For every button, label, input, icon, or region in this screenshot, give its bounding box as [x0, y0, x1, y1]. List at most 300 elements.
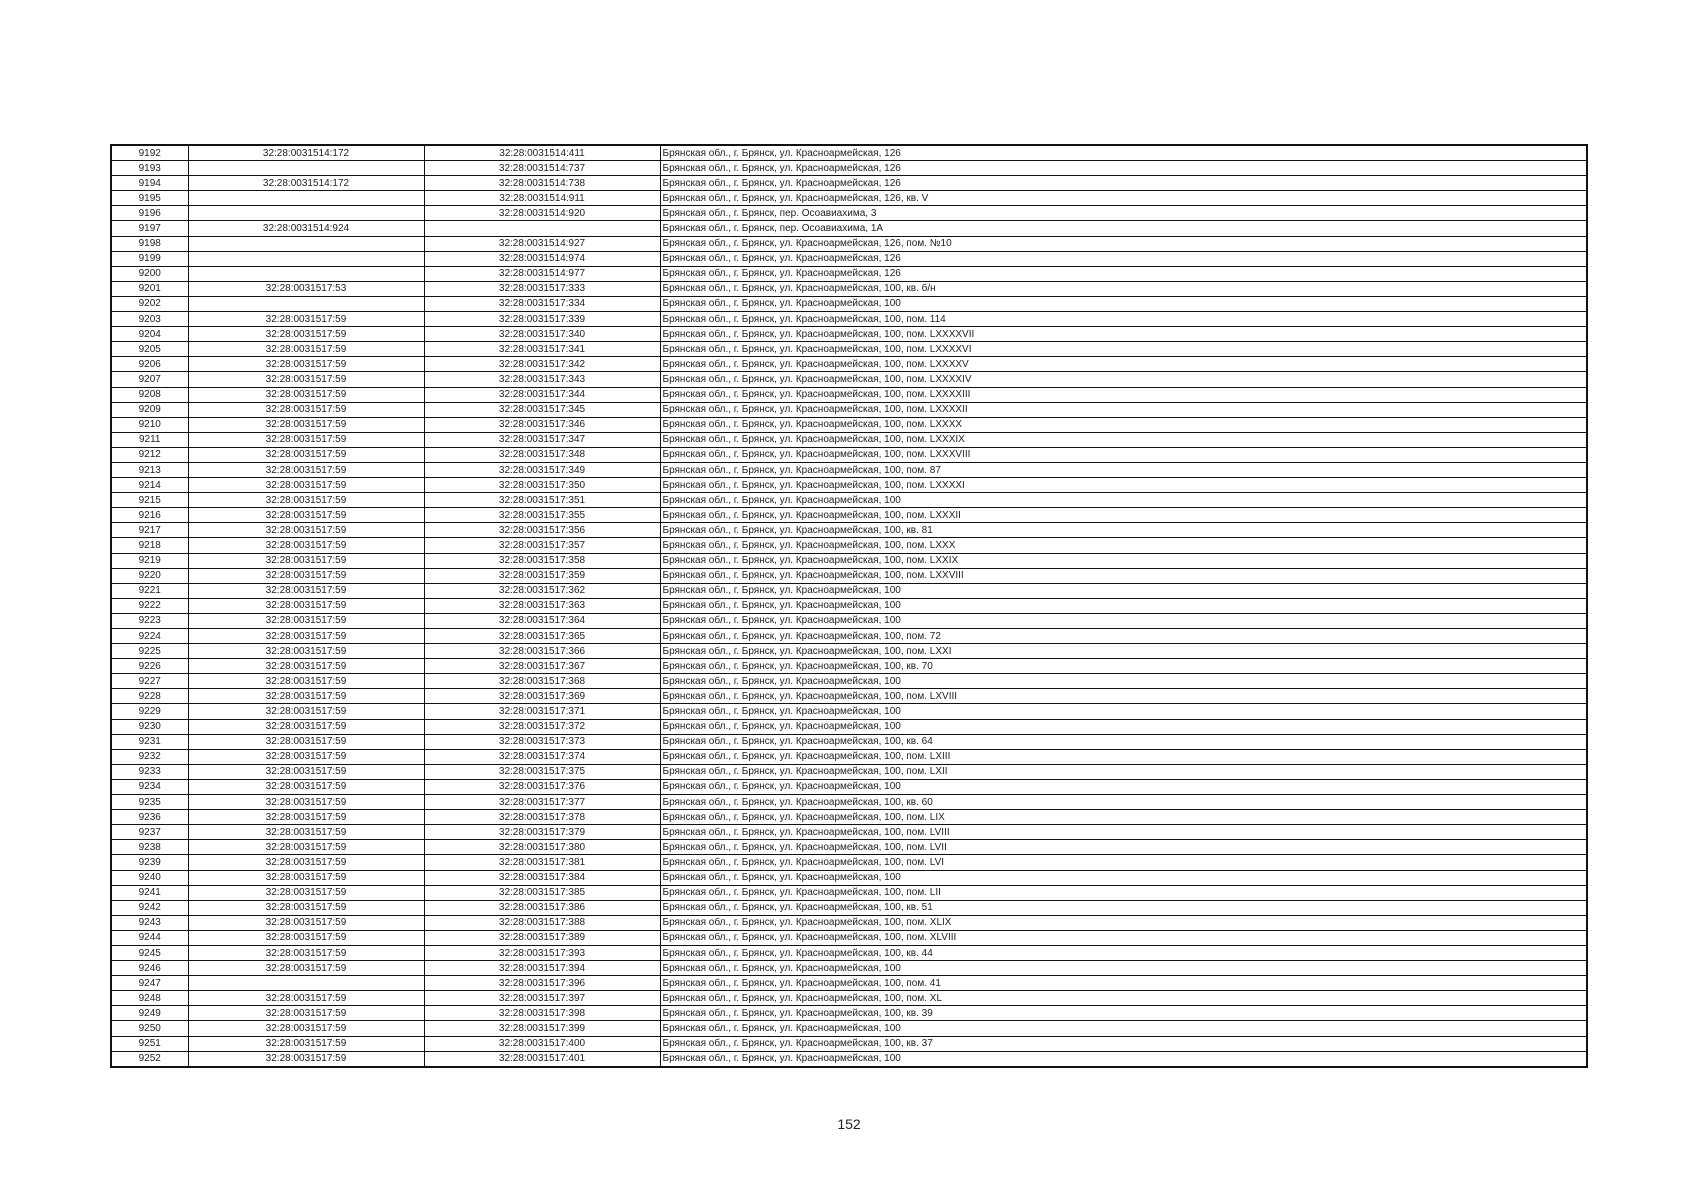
row-number-cell: 9202	[111, 296, 188, 311]
registry-table-body	[111, 145, 1587, 1067]
row-number-cell: 9205	[111, 342, 188, 357]
table-row	[111, 372, 1587, 387]
row-number-cell: 9242	[111, 900, 188, 915]
row-number-cell: 9195	[111, 191, 188, 206]
object-cadastral-number-cell: 32:28:0031517:396	[424, 976, 660, 991]
row-number-cell: 9243	[111, 915, 188, 930]
address-cell: Брянская обл., г. Брянск, ул. Красноармейская, 126	[660, 145, 1587, 161]
address-cell: Брянская обл., г. Брянск, ул. Красноармейская, 100	[660, 870, 1587, 885]
table-row	[111, 327, 1587, 342]
table-row	[111, 221, 1587, 236]
object-cadastral-number-cell: 32:28:0031517:333	[424, 281, 660, 296]
address-cell: Брянская обл., г. Брянск, ул. Красноармейская, 100	[660, 296, 1587, 311]
table-row	[111, 312, 1587, 327]
table-row	[111, 825, 1587, 840]
table-row	[111, 976, 1587, 991]
address-cell: Брянская обл., г. Брянск, ул. Красноармейская, 100, пом. LXXXX	[660, 417, 1587, 432]
table-row	[111, 342, 1587, 357]
row-number-cell: 9204	[111, 327, 188, 342]
row-number-cell: 9227	[111, 674, 188, 689]
parcel-cadastral-number-cell	[188, 161, 424, 176]
object-cadastral-number-cell: 32:28:0031514:920	[424, 206, 660, 221]
table-row	[111, 719, 1587, 734]
row-number-cell: 9236	[111, 810, 188, 825]
object-cadastral-number-cell: 32:28:0031517:389	[424, 930, 660, 945]
parcel-cadastral-number-cell	[188, 236, 424, 251]
parcel-cadastral-number-cell: 32:28:0031514:924	[188, 221, 424, 236]
address-cell: Брянская обл., г. Брянск, ул. Красноармейская, 100, пом. 87	[660, 462, 1587, 477]
row-number-cell: 9232	[111, 749, 188, 764]
table-row	[111, 1006, 1587, 1021]
table-row	[111, 840, 1587, 855]
registry-table	[110, 144, 1588, 1068]
object-cadastral-number-cell: 32:28:0031517:388	[424, 915, 660, 930]
parcel-cadastral-number-cell: 32:28:0031517:59	[188, 568, 424, 583]
address-cell: Брянская обл., г. Брянск, ул. Красноармейская, 100, пом. LXXXXVI	[660, 342, 1587, 357]
object-cadastral-number-cell: 32:28:0031517:344	[424, 387, 660, 402]
address-cell: Брянская обл., г. Брянск, ул. Красноармейская, 100, пом. LXXVIII	[660, 568, 1587, 583]
address-cell: Брянская обл., г. Брянск, ул. Красноармейская, 100, пом. LXXXXIV	[660, 372, 1587, 387]
object-cadastral-number-cell: 32:28:0031517:376	[424, 779, 660, 794]
table-row	[111, 447, 1587, 462]
object-cadastral-number-cell: 32:28:0031517:378	[424, 810, 660, 825]
object-cadastral-number-cell: 32:28:0031517:380	[424, 840, 660, 855]
object-cadastral-number-cell: 32:28:0031517:377	[424, 795, 660, 810]
parcel-cadastral-number-cell	[188, 266, 424, 281]
row-number-cell: 9239	[111, 855, 188, 870]
row-number-cell: 9214	[111, 478, 188, 493]
table-row	[111, 387, 1587, 402]
row-number-cell: 9206	[111, 357, 188, 372]
object-cadastral-number-cell: 32:28:0031514:974	[424, 251, 660, 266]
table-row	[111, 945, 1587, 960]
address-cell: Брянская обл., г. Брянск, ул. Красноармейская, 100, пом. 114	[660, 312, 1587, 327]
table-row	[111, 357, 1587, 372]
address-cell: Брянская обл., г. Брянск, ул. Красноармейская, 100, кв. 70	[660, 659, 1587, 674]
object-cadastral-number-cell: 32:28:0031517:356	[424, 523, 660, 538]
parcel-cadastral-number-cell: 32:28:0031517:59	[188, 930, 424, 945]
row-number-cell: 9223	[111, 613, 188, 628]
address-cell: Брянская обл., г. Брянск, ул. Красноармейская, 100	[660, 598, 1587, 613]
row-number-cell: 9194	[111, 176, 188, 191]
object-cadastral-number-cell: 32:28:0031517:375	[424, 764, 660, 779]
row-number-cell: 9213	[111, 462, 188, 477]
table-row	[111, 870, 1587, 885]
address-cell: Брянская обл., г. Брянск, ул. Красноармейская, 100, пом. LXXXIX	[660, 432, 1587, 447]
object-cadastral-number-cell: 32:28:0031517:397	[424, 991, 660, 1006]
address-cell: Брянская обл., г. Брянск, ул. Красноармейская, 100, пом. XL	[660, 991, 1587, 1006]
address-cell: Брянская обл., г. Брянск, ул. Красноармейская, 100	[660, 779, 1587, 794]
object-cadastral-number-cell: 32:28:0031517:358	[424, 553, 660, 568]
row-number-cell: 9234	[111, 779, 188, 794]
object-cadastral-number-cell: 32:28:0031517:367	[424, 659, 660, 674]
table-row	[111, 704, 1587, 719]
object-cadastral-number-cell: 32:28:0031517:372	[424, 719, 660, 734]
object-cadastral-number-cell: 32:28:0031517:364	[424, 613, 660, 628]
row-number-cell: 9247	[111, 976, 188, 991]
parcel-cadastral-number-cell: 32:28:0031517:53	[188, 281, 424, 296]
object-cadastral-number-cell: 32:28:0031514:411	[424, 145, 660, 161]
row-number-cell: 9235	[111, 795, 188, 810]
parcel-cadastral-number-cell: 32:28:0031517:59	[188, 855, 424, 870]
address-cell: Брянская обл., г. Брянск, ул. Красноармейская, 126, пом. №10	[660, 236, 1587, 251]
address-cell: Брянская обл., г. Брянск, ул. Красноармейская, 100	[660, 961, 1587, 976]
table-row	[111, 191, 1587, 206]
object-cadastral-number-cell: 32:28:0031517:363	[424, 598, 660, 613]
object-cadastral-number-cell: 32:28:0031517:374	[424, 749, 660, 764]
address-cell: Брянская обл., г. Брянск, ул. Красноармейская, 100, пом. LVIII	[660, 825, 1587, 840]
object-cadastral-number-cell: 32:28:0031517:399	[424, 1021, 660, 1036]
parcel-cadastral-number-cell: 32:28:0031517:59	[188, 870, 424, 885]
object-cadastral-number-cell: 32:28:0031517:347	[424, 432, 660, 447]
parcel-cadastral-number-cell: 32:28:0031517:59	[188, 764, 424, 779]
parcel-cadastral-number-cell: 32:28:0031517:59	[188, 719, 424, 734]
parcel-cadastral-number-cell: 32:28:0031517:59	[188, 342, 424, 357]
parcel-cadastral-number-cell: 32:28:0031517:59	[188, 478, 424, 493]
address-cell: Брянская обл., г. Брянск, ул. Красноармейская, 126	[660, 161, 1587, 176]
object-cadastral-number-cell: 32:28:0031517:365	[424, 629, 660, 644]
object-cadastral-number-cell: 32:28:0031517:341	[424, 342, 660, 357]
row-number-cell: 9244	[111, 930, 188, 945]
address-cell: Брянская обл., г. Брянск, ул. Красноармейская, 100, пом. LIX	[660, 810, 1587, 825]
row-number-cell: 9211	[111, 432, 188, 447]
table-row	[111, 583, 1587, 598]
parcel-cadastral-number-cell: 32:28:0031517:59	[188, 1006, 424, 1021]
parcel-cadastral-number-cell: 32:28:0031517:59	[188, 1051, 424, 1067]
parcel-cadastral-number-cell: 32:28:0031517:59	[188, 523, 424, 538]
table-row	[111, 1051, 1587, 1067]
address-cell: Брянская обл., г. Брянск, ул. Красноармейская, 100, пом. LVI	[660, 855, 1587, 870]
parcel-cadastral-number-cell: 32:28:0031517:59	[188, 493, 424, 508]
object-cadastral-number-cell: 32:28:0031517:369	[424, 689, 660, 704]
row-number-cell: 9210	[111, 417, 188, 432]
parcel-cadastral-number-cell: 32:28:0031517:59	[188, 387, 424, 402]
parcel-cadastral-number-cell: 32:28:0031517:59	[188, 447, 424, 462]
object-cadastral-number-cell	[424, 221, 660, 236]
object-cadastral-number-cell: 32:28:0031517:401	[424, 1051, 660, 1067]
row-number-cell: 9212	[111, 447, 188, 462]
parcel-cadastral-number-cell: 32:28:0031517:59	[188, 538, 424, 553]
address-cell: Брянская обл., г. Брянск, ул. Красноармейская, 100, пом. 41	[660, 976, 1587, 991]
table-row	[111, 961, 1587, 976]
address-cell: Брянская обл., г. Брянск, ул. Красноармейская, 100, кв. 51	[660, 900, 1587, 915]
object-cadastral-number-cell: 32:28:0031517:351	[424, 493, 660, 508]
row-number-cell: 9237	[111, 825, 188, 840]
parcel-cadastral-number-cell: 32:28:0031517:59	[188, 900, 424, 915]
object-cadastral-number-cell: 32:28:0031517:381	[424, 855, 660, 870]
address-cell: Брянская обл., г. Брянск, ул. Красноармейская, 100, кв. 44	[660, 945, 1587, 960]
address-cell: Брянская обл., г. Брянск, ул. Красноармейская, 100, пом. XLIX	[660, 915, 1587, 930]
row-number-cell: 9252	[111, 1051, 188, 1067]
row-number-cell: 9224	[111, 629, 188, 644]
address-cell: Брянская обл., г. Брянск, ул. Красноармейская, 100, пом. LXXXVIII	[660, 447, 1587, 462]
parcel-cadastral-number-cell: 32:28:0031517:59	[188, 462, 424, 477]
object-cadastral-number-cell: 32:28:0031517:348	[424, 447, 660, 462]
row-number-cell: 9226	[111, 659, 188, 674]
parcel-cadastral-number-cell: 32:28:0031517:59	[188, 689, 424, 704]
row-number-cell: 9201	[111, 281, 188, 296]
parcel-cadastral-number-cell	[188, 976, 424, 991]
object-cadastral-number-cell: 32:28:0031517:357	[424, 538, 660, 553]
address-cell: Брянская обл., г. Брянск, ул. Красноармейская, 100, кв. б/н	[660, 281, 1587, 296]
table-row	[111, 810, 1587, 825]
address-cell: Брянская обл., г. Брянск, ул. Красноармейская, 100	[660, 719, 1587, 734]
parcel-cadastral-number-cell: 32:28:0031514:172	[188, 145, 424, 161]
row-number-cell: 9238	[111, 840, 188, 855]
object-cadastral-number-cell: 32:28:0031514:738	[424, 176, 660, 191]
table-row	[111, 432, 1587, 447]
address-cell: Брянская обл., г. Брянск, ул. Красноармейская, 100, пом. XLVIII	[660, 930, 1587, 945]
address-cell: Брянская обл., г. Брянск, ул. Красноармейская, 100, пом. LXXXXI	[660, 478, 1587, 493]
table-row	[111, 1021, 1587, 1036]
object-cadastral-number-cell: 32:28:0031517:366	[424, 644, 660, 659]
parcel-cadastral-number-cell: 32:28:0031517:59	[188, 372, 424, 387]
table-row	[111, 991, 1587, 1006]
object-cadastral-number-cell: 32:28:0031517:371	[424, 704, 660, 719]
parcel-cadastral-number-cell: 32:28:0031517:59	[188, 659, 424, 674]
parcel-cadastral-number-cell: 32:28:0031517:59	[188, 598, 424, 613]
row-number-cell: 9241	[111, 885, 188, 900]
address-cell: Брянская обл., г. Брянск, ул. Красноармейская, 126, кв. V	[660, 191, 1587, 206]
parcel-cadastral-number-cell	[188, 251, 424, 266]
address-cell: Брянская обл., г. Брянск, ул. Красноармейская, 100, пом. LXXX	[660, 538, 1587, 553]
object-cadastral-number-cell: 32:28:0031517:385	[424, 885, 660, 900]
parcel-cadastral-number-cell: 32:28:0031517:59	[188, 734, 424, 749]
address-cell: Брянская обл., г. Брянск, ул. Красноармейская, 126	[660, 251, 1587, 266]
table-row	[111, 885, 1587, 900]
parcel-cadastral-number-cell	[188, 206, 424, 221]
table-row	[111, 296, 1587, 311]
object-cadastral-number-cell: 32:28:0031517:355	[424, 508, 660, 523]
row-number-cell: 9251	[111, 1036, 188, 1051]
row-number-cell: 9208	[111, 387, 188, 402]
table-row	[111, 478, 1587, 493]
address-cell: Брянская обл., г. Брянск, пер. Осоавиахима, 3	[660, 206, 1587, 221]
row-number-cell: 9209	[111, 402, 188, 417]
parcel-cadastral-number-cell: 32:28:0031517:59	[188, 810, 424, 825]
parcel-cadastral-number-cell: 32:28:0031517:59	[188, 432, 424, 447]
object-cadastral-number-cell: 32:28:0031517:379	[424, 825, 660, 840]
parcel-cadastral-number-cell: 32:28:0031517:59	[188, 825, 424, 840]
row-number-cell: 9218	[111, 538, 188, 553]
object-cadastral-number-cell: 32:28:0031517:346	[424, 417, 660, 432]
object-cadastral-number-cell: 32:28:0031517:386	[424, 900, 660, 915]
table-row	[111, 402, 1587, 417]
address-cell: Брянская обл., г. Брянск, ул. Красноармейская, 100, пом. LXXIX	[660, 553, 1587, 568]
table-row	[111, 598, 1587, 613]
row-number-cell: 9216	[111, 508, 188, 523]
row-number-cell: 9225	[111, 644, 188, 659]
object-cadastral-number-cell: 32:28:0031514:911	[424, 191, 660, 206]
row-number-cell: 9196	[111, 206, 188, 221]
row-number-cell: 9231	[111, 734, 188, 749]
table-row	[111, 764, 1587, 779]
row-number-cell: 9248	[111, 991, 188, 1006]
address-cell: Брянская обл., г. Брянск, ул. Красноармейская, 126	[660, 266, 1587, 281]
table-row	[111, 930, 1587, 945]
row-number-cell: 9246	[111, 961, 188, 976]
row-number-cell: 9192	[111, 145, 188, 161]
object-cadastral-number-cell: 32:28:0031517:334	[424, 296, 660, 311]
table-row	[111, 749, 1587, 764]
address-cell: Брянская обл., г. Брянск, ул. Красноармейская, 100, пом. LXXXII	[660, 508, 1587, 523]
table-row	[111, 613, 1587, 628]
table-row	[111, 176, 1587, 191]
row-number-cell: 9220	[111, 568, 188, 583]
object-cadastral-number-cell: 32:28:0031517:345	[424, 402, 660, 417]
parcel-cadastral-number-cell	[188, 191, 424, 206]
address-cell: Брянская обл., г. Брянск, ул. Красноармейская, 100, пом. 72	[660, 629, 1587, 644]
parcel-cadastral-number-cell: 32:28:0031517:59	[188, 1021, 424, 1036]
parcel-cadastral-number-cell: 32:28:0031517:59	[188, 915, 424, 930]
address-cell: Брянская обл., г. Брянск, ул. Красноармейская, 100, кв. 60	[660, 795, 1587, 810]
address-cell: Брянская обл., г. Брянск, ул. Красноармейская, 100, пом. LXVIII	[660, 689, 1587, 704]
address-cell: Брянская обл., г. Брянск, ул. Красноармейская, 100	[660, 583, 1587, 598]
row-number-cell: 9230	[111, 719, 188, 734]
table-row	[111, 523, 1587, 538]
object-cadastral-number-cell: 32:28:0031517:394	[424, 961, 660, 976]
row-number-cell: 9200	[111, 266, 188, 281]
table-row	[111, 1036, 1587, 1051]
object-cadastral-number-cell: 32:28:0031517:368	[424, 674, 660, 689]
table-row	[111, 508, 1587, 523]
parcel-cadastral-number-cell: 32:28:0031517:59	[188, 795, 424, 810]
row-number-cell: 9240	[111, 870, 188, 885]
table-row	[111, 629, 1587, 644]
address-cell: Брянская обл., г. Брянск, ул. Красноармейская, 100, пом. LXXXXV	[660, 357, 1587, 372]
object-cadastral-number-cell: 32:28:0031514:927	[424, 236, 660, 251]
object-cadastral-number-cell: 32:28:0031517:362	[424, 583, 660, 598]
object-cadastral-number-cell: 32:28:0031517:359	[424, 568, 660, 583]
row-number-cell: 9203	[111, 312, 188, 327]
table-row	[111, 266, 1587, 281]
table-row	[111, 251, 1587, 266]
address-cell: Брянская обл., г. Брянск, ул. Красноармейская, 100	[660, 613, 1587, 628]
parcel-cadastral-number-cell: 32:28:0031517:59	[188, 402, 424, 417]
address-cell: Брянская обл., г. Брянск, ул. Красноармейская, 100, пом. LXXI	[660, 644, 1587, 659]
row-number-cell: 9228	[111, 689, 188, 704]
address-cell: Брянская обл., г. Брянск, ул. Красноармейская, 126	[660, 176, 1587, 191]
parcel-cadastral-number-cell: 32:28:0031517:59	[188, 417, 424, 432]
row-number-cell: 9217	[111, 523, 188, 538]
parcel-cadastral-number-cell: 32:28:0031517:59	[188, 961, 424, 976]
object-cadastral-number-cell: 32:28:0031517:384	[424, 870, 660, 885]
address-cell: Брянская обл., г. Брянск, ул. Красноармейская, 100, пом. LXXXXIII	[660, 387, 1587, 402]
row-number-cell: 9250	[111, 1021, 188, 1036]
row-number-cell: 9221	[111, 583, 188, 598]
row-number-cell: 9207	[111, 372, 188, 387]
table-row	[111, 689, 1587, 704]
address-cell: Брянская обл., г. Брянск, ул. Красноармейская, 100	[660, 493, 1587, 508]
table-row	[111, 236, 1587, 251]
object-cadastral-number-cell: 32:28:0031517:342	[424, 357, 660, 372]
parcel-cadastral-number-cell: 32:28:0031514:172	[188, 176, 424, 191]
row-number-cell: 9193	[111, 161, 188, 176]
parcel-cadastral-number-cell: 32:28:0031517:59	[188, 583, 424, 598]
table-row	[111, 493, 1587, 508]
table-row	[111, 779, 1587, 794]
table-row	[111, 568, 1587, 583]
parcel-cadastral-number-cell: 32:28:0031517:59	[188, 749, 424, 764]
object-cadastral-number-cell: 32:28:0031517:393	[424, 945, 660, 960]
row-number-cell: 9198	[111, 236, 188, 251]
table-row	[111, 553, 1587, 568]
object-cadastral-number-cell: 32:28:0031517:350	[424, 478, 660, 493]
object-cadastral-number-cell: 32:28:0031517:343	[424, 372, 660, 387]
parcel-cadastral-number-cell: 32:28:0031517:59	[188, 1036, 424, 1051]
row-number-cell: 9229	[111, 704, 188, 719]
address-cell: Брянская обл., г. Брянск, ул. Красноармейская, 100, пом. LXXXXII	[660, 402, 1587, 417]
address-cell: Брянская обл., г. Брянск, ул. Красноармейская, 100	[660, 1051, 1587, 1067]
table-row	[111, 659, 1587, 674]
address-cell: Брянская обл., г. Брянск, ул. Красноармейская, 100	[660, 674, 1587, 689]
address-cell: Брянская обл., г. Брянск, ул. Красноармейская, 100, кв. 37	[660, 1036, 1587, 1051]
table-row	[111, 734, 1587, 749]
table-row	[111, 795, 1587, 810]
address-cell: Брянская обл., г. Брянск, ул. Красноармейская, 100, кв. 64	[660, 734, 1587, 749]
table-row	[111, 915, 1587, 930]
table-row	[111, 145, 1587, 161]
row-number-cell: 9233	[111, 764, 188, 779]
parcel-cadastral-number-cell: 32:28:0031517:59	[188, 779, 424, 794]
address-cell: Брянская обл., г. Брянск, ул. Красноармейская, 100	[660, 704, 1587, 719]
object-cadastral-number-cell: 32:28:0031517:373	[424, 734, 660, 749]
parcel-cadastral-number-cell: 32:28:0031517:59	[188, 508, 424, 523]
parcel-cadastral-number-cell: 32:28:0031517:59	[188, 945, 424, 960]
address-cell: Брянская обл., г. Брянск, ул. Красноармейская, 100, пом. LXIII	[660, 749, 1587, 764]
object-cadastral-number-cell: 32:28:0031517:339	[424, 312, 660, 327]
row-number-cell: 9222	[111, 598, 188, 613]
parcel-cadastral-number-cell: 32:28:0031517:59	[188, 674, 424, 689]
table-row	[111, 538, 1587, 553]
object-cadastral-number-cell: 32:28:0031517:398	[424, 1006, 660, 1021]
object-cadastral-number-cell: 32:28:0031517:400	[424, 1036, 660, 1051]
parcel-cadastral-number-cell: 32:28:0031517:59	[188, 704, 424, 719]
parcel-cadastral-number-cell: 32:28:0031517:59	[188, 840, 424, 855]
row-number-cell: 9199	[111, 251, 188, 266]
row-number-cell: 9245	[111, 945, 188, 960]
parcel-cadastral-number-cell: 32:28:0031517:59	[188, 312, 424, 327]
address-cell: Брянская обл., г. Брянск, ул. Красноармейская, 100	[660, 1021, 1587, 1036]
address-cell: Брянская обл., г. Брянск, ул. Красноармейская, 100, пом. LXII	[660, 764, 1587, 779]
parcel-cadastral-number-cell: 32:28:0031517:59	[188, 357, 424, 372]
parcel-cadastral-number-cell: 32:28:0031517:59	[188, 629, 424, 644]
row-number-cell: 9197	[111, 221, 188, 236]
parcel-cadastral-number-cell: 32:28:0031517:59	[188, 327, 424, 342]
table-row	[111, 417, 1587, 432]
object-cadastral-number-cell: 32:28:0031517:349	[424, 462, 660, 477]
parcel-cadastral-number-cell	[188, 296, 424, 311]
parcel-cadastral-number-cell: 32:28:0031517:59	[188, 553, 424, 568]
address-cell: Брянская обл., г. Брянск, ул. Красноармейская, 100, пом. LVII	[660, 840, 1587, 855]
object-cadastral-number-cell: 32:28:0031514:737	[424, 161, 660, 176]
row-number-cell: 9215	[111, 493, 188, 508]
parcel-cadastral-number-cell: 32:28:0031517:59	[188, 885, 424, 900]
table-row	[111, 161, 1587, 176]
table-row	[111, 644, 1587, 659]
address-cell: Брянская обл., г. Брянск, пер. Осоавиахима, 1А	[660, 221, 1587, 236]
page-number: 152	[837, 1116, 861, 1132]
row-number-cell: 9249	[111, 1006, 188, 1021]
table-row	[111, 462, 1587, 477]
table-row	[111, 281, 1587, 296]
address-cell: Брянская обл., г. Брянск, ул. Красноармейская, 100, кв. 81	[660, 523, 1587, 538]
address-cell: Брянская обл., г. Брянск, ул. Красноармейская, 100, пом. LII	[660, 885, 1587, 900]
object-cadastral-number-cell: 32:28:0031517:340	[424, 327, 660, 342]
table-row	[111, 206, 1587, 221]
table-row	[111, 900, 1587, 915]
parcel-cadastral-number-cell: 32:28:0031517:59	[188, 644, 424, 659]
